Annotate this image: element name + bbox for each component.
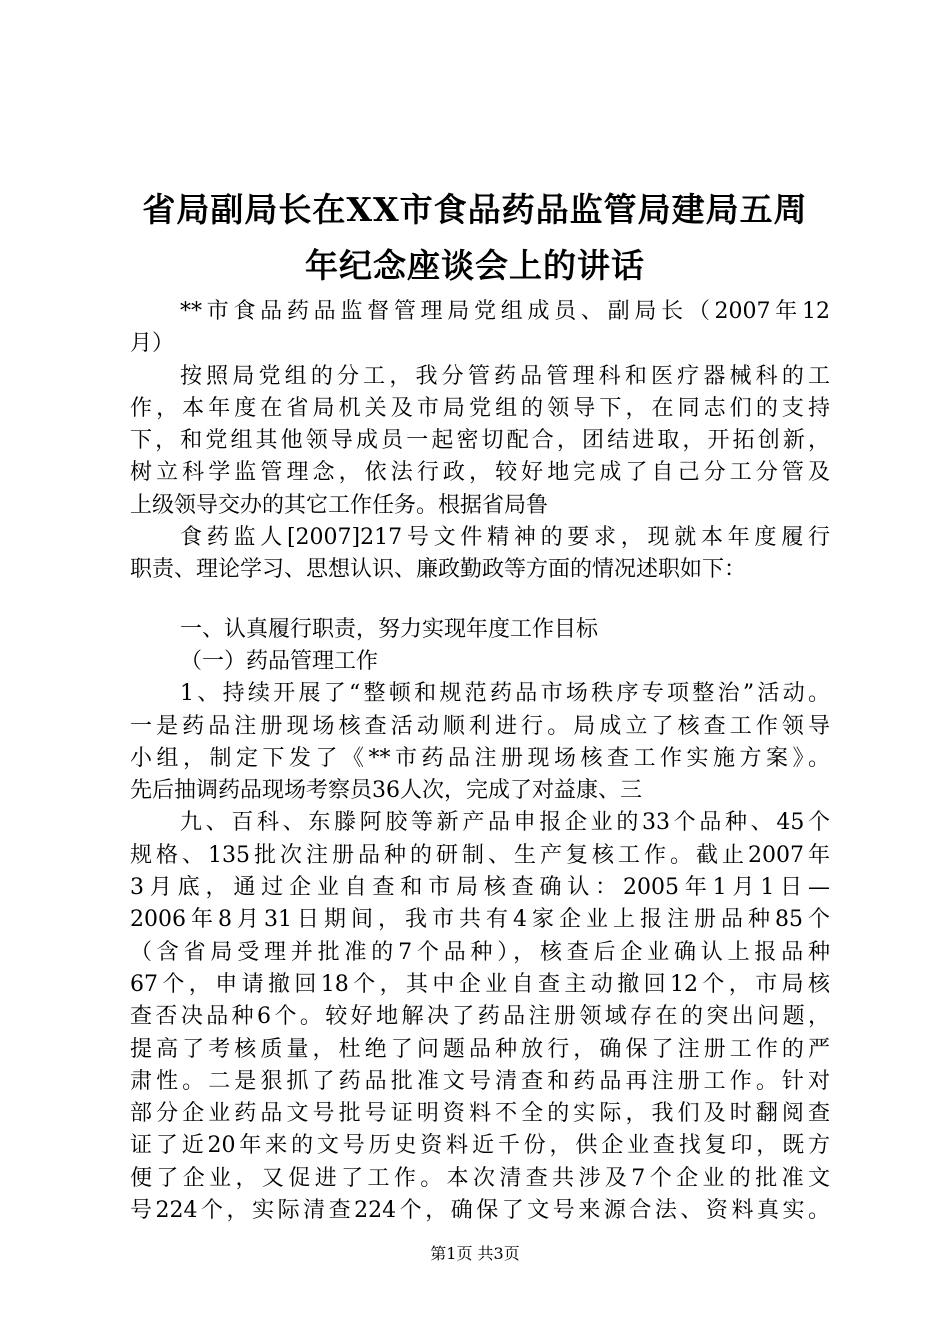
text-line: 查否决品种6个。较好地解决了药品注册领域存在的突出问题， [130, 1004, 830, 1030]
text-line: 职责、理论学习、思想认识、廉政勤政等方面的情况述职如下： [130, 557, 747, 583]
document-title-line-1: 省局副局长在XX市食品药品监管局建局五周 [142, 190, 808, 229]
section-heading: 一、认真履行职责，努力实现年度工作目标 [180, 616, 599, 642]
text-line: 提高了考核质量，杜绝了问题品种放行，确保了注册工作的严 [130, 1036, 830, 1062]
text-line: 下，和党组其他领导成员一起密切配合，团结进取，开拓创新， [130, 428, 830, 454]
paragraph [130, 807, 830, 1227]
paragraph [130, 361, 830, 522]
author-paragraph [130, 296, 830, 361]
document-title-line-2: 年纪念座谈会上的讲话 [305, 246, 645, 285]
text-line: 按照局党组的分工，我分管药品管理科和医疗器械科的工 [180, 363, 830, 389]
text-line: 3月底，通过企业自查和市局核查确认：2005年1月1日— [130, 875, 830, 901]
text-line: 2006年8月31日期间，我市共有4家企业上报注册品种85个 [130, 907, 830, 933]
text-line: 食药监人[2007]217号文件精神的要求，现就本年度履行 [180, 525, 830, 551]
text-line: 证了近20年来的文号历史资料近千份，供企业查找复印，既方 [130, 1133, 830, 1159]
text-line: **市食品药品监督管理局党组成员、副局长（2007年12 [180, 299, 830, 324]
text-line: 先后抽调药品现场考察员36人次，完成了对益康、三 [130, 778, 642, 804]
text-line: 树立科学监管理念，依法行政，较好地完成了自己分工分管及 [130, 460, 830, 486]
paragraph [130, 522, 830, 587]
text-line: 上级领导交办的其它工作任务。根据省局鲁 [130, 492, 549, 518]
page-footer: 第1页 共3页 [430, 1244, 520, 1263]
document-body [130, 296, 830, 1227]
paragraph-gap [130, 587, 830, 614]
text-line: （含省局受理并批准的7个品种），核查后企业确认上报品种 [130, 939, 830, 965]
text-line: 1、持续开展了“整顿和规范药品市场秩序专项整治”活动。 [180, 681, 830, 707]
text-line: 部分企业药品文号批号证明资料不全的实际，我们及时翻阅查 [130, 1101, 830, 1127]
text-line: 小组，制定下发了《**市药品注册现场核查工作实施方案》。 [130, 745, 830, 771]
paragraph [130, 678, 830, 807]
text-line: 作，本年度在省局机关及市局党组的领导下，在同志们的支持 [130, 395, 830, 421]
text-line: 月） [130, 331, 175, 357]
text-line: 肃性。二是狠抓了药品批准文号清查和药品再注册工作。针对 [130, 1068, 830, 1094]
text-line: 规格、135批次注册品种的研制、生产复核工作。截止2007年 [130, 842, 830, 868]
text-line: 号224个，实际清查224个，确保了文号来源合法、资料真实。 [130, 1198, 830, 1224]
text-line: 67个，申请撤回18个，其中企业自查主动撤回12个，市局核 [130, 971, 830, 997]
text-line: 一是药品注册现场核查活动顺利进行。局成立了核查工作领导 [130, 713, 830, 739]
text-line: 便了企业，又促进了工作。本次清查共涉及7个企业的批准文 [130, 1165, 830, 1191]
subsection-heading: （一）药品管理工作 [180, 648, 379, 674]
text-line: 九、百科、东滕阿胶等新产品申报企业的33个品种、45个 [180, 810, 830, 836]
